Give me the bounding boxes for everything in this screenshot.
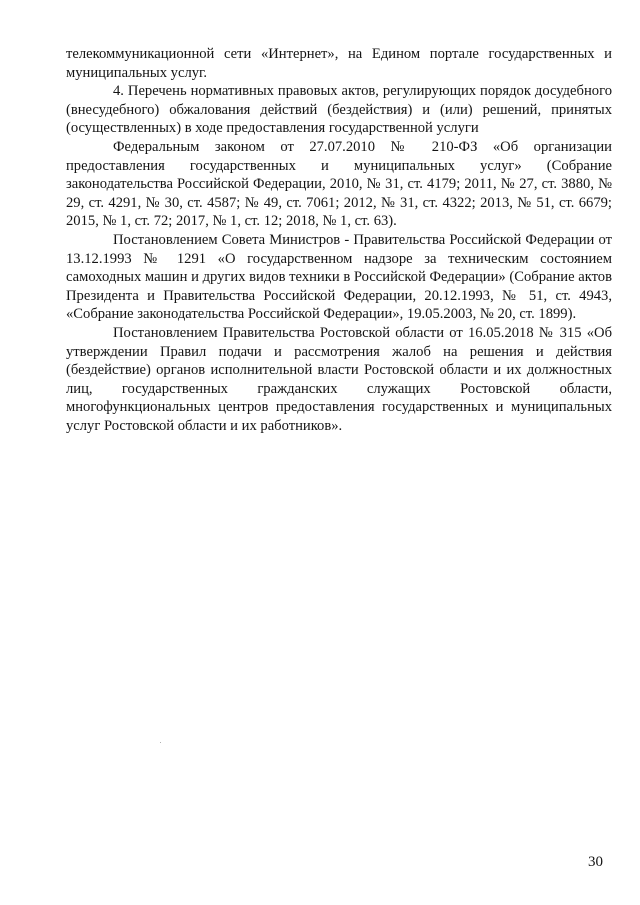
paragraph-rostov-resolution: Постановлением Правительства Ростовской области от 16.05.2018 № 315 «Об утверждении Правил подачи и рассмотрения жалоб на решения и действия (бездействие) органов исполнительной власти Ростовской области и их должностных лиц, государственных гражданских служащих Ростовской области, многофункциональных центров предоставления государственных и муниципальных услуг Ростовской области и их работников». xyxy=(66,324,612,434)
page-number: 30 xyxy=(588,854,603,870)
scan-speck xyxy=(160,742,161,743)
paragraph-continuation: телекоммуникационной сети «Интернет», на Едином портале государственных и муниципальных услуг. xyxy=(66,46,612,81)
document-body xyxy=(66,45,612,435)
paragraph-section-4-heading: 4. Перечень нормативных правовых актов, регулирующих порядок досудебного (внесудебного) обжалования действий (бездействия) и (или) решений, принятых (осуществленных) в ходе предоставления государственной услуги xyxy=(66,83,612,137)
paragraph-council-resolution: Постановлением Совета Министров - Правительства Российской Федерации от 13.12.1993 № 1291 «О государственном надзоре за техническим состоянием самоходных машин и других видов техники в Российской Федерации» (Собрание актов Президента и Правительства Российской Федерации, 20.12.1993, № 51, ст. 4943, «Собрание законодательства Российской Федерации», 19.05.2003, № 20, ст. 1899). xyxy=(66,231,612,323)
paragraph-federal-law: Федеральным законом от 27.07.2010 № 210-ФЗ «Об организации предоставления государственных и муниципальных услуг» (Собрание законодательства Российской Федерации, 2010, № 31, ст. 4179; 2011, № 27, ст. 3880, № 29, ст. 4291, № 30, ст. 4587; № 49, ст. 7061; 2012, № 31, ст. 4322; 2013, № 51, ст. 6679; 2015, № 1, ст. 72; 2017, № 1, ст. 12; 2018, № 1, ст. 63). xyxy=(66,138,612,230)
